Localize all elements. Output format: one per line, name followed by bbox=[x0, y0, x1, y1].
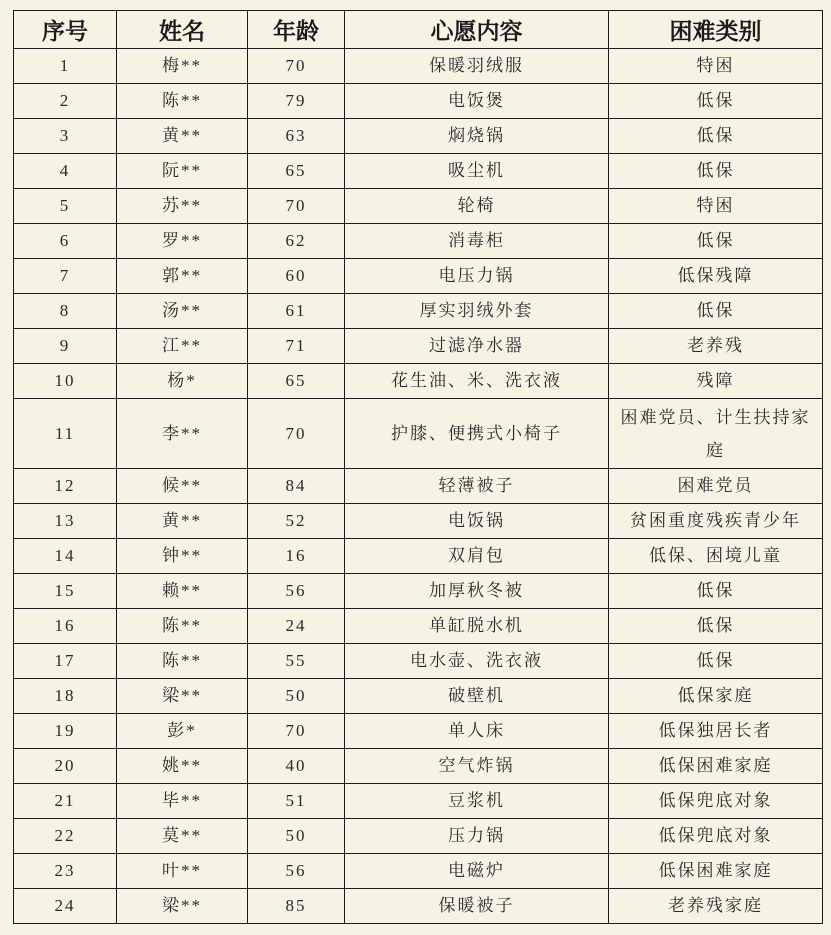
table-row bbox=[14, 749, 823, 784]
cell-name: 苏** bbox=[117, 189, 248, 224]
cell-index: 7 bbox=[14, 259, 117, 294]
cell-wish: 花生油、米、洗衣液 bbox=[345, 364, 609, 399]
table-row bbox=[14, 189, 823, 224]
cell-index: 15 bbox=[14, 574, 117, 609]
cell-age: 24 bbox=[248, 609, 345, 644]
cell-index: 2 bbox=[14, 84, 117, 119]
cell-age: 55 bbox=[248, 644, 345, 679]
cell-wish: 保暖羽绒服 bbox=[345, 49, 609, 84]
cell-category: 低保兜底对象 bbox=[609, 819, 823, 854]
table-row bbox=[14, 49, 823, 84]
cell-name: 叶** bbox=[117, 854, 248, 889]
cell-category: 低保残障 bbox=[609, 259, 823, 294]
cell-wish: 厚实羽绒外套 bbox=[345, 294, 609, 329]
cell-index: 9 bbox=[14, 329, 117, 364]
cell-index: 8 bbox=[14, 294, 117, 329]
cell-wish: 电饭煲 bbox=[345, 84, 609, 119]
header-name: 姓名 bbox=[117, 11, 248, 49]
cell-wish: 焖烧锅 bbox=[345, 119, 609, 154]
table-row bbox=[14, 819, 823, 854]
cell-category: 困难党员、计生扶持家庭 bbox=[609, 399, 823, 469]
cell-age: 16 bbox=[248, 539, 345, 574]
cell-index: 6 bbox=[14, 224, 117, 259]
cell-age: 62 bbox=[248, 224, 345, 259]
cell-wish: 破壁机 bbox=[345, 679, 609, 714]
cell-name: 黄** bbox=[117, 119, 248, 154]
table-row bbox=[14, 119, 823, 154]
cell-wish: 电饭锅 bbox=[345, 504, 609, 539]
cell-index: 18 bbox=[14, 679, 117, 714]
cell-category: 低保 bbox=[609, 294, 823, 329]
table-row bbox=[14, 504, 823, 539]
cell-age: 65 bbox=[248, 154, 345, 189]
cell-age: 63 bbox=[248, 119, 345, 154]
cell-age: 70 bbox=[248, 189, 345, 224]
cell-name: 梁** bbox=[117, 679, 248, 714]
cell-name: 江** bbox=[117, 329, 248, 364]
cell-wish: 压力锅 bbox=[345, 819, 609, 854]
cell-name: 梅** bbox=[117, 49, 248, 84]
table-row bbox=[14, 224, 823, 259]
cell-category: 特困 bbox=[609, 189, 823, 224]
table-row bbox=[14, 329, 823, 364]
cell-index: 19 bbox=[14, 714, 117, 749]
cell-category: 低保 bbox=[609, 154, 823, 189]
table-row bbox=[14, 854, 823, 889]
table-row bbox=[14, 539, 823, 574]
cell-wish: 豆浆机 bbox=[345, 784, 609, 819]
cell-name: 杨* bbox=[117, 364, 248, 399]
cell-name: 候** bbox=[117, 469, 248, 504]
cell-name: 莫** bbox=[117, 819, 248, 854]
cell-category: 困难党员 bbox=[609, 469, 823, 504]
cell-index: 1 bbox=[14, 49, 117, 84]
table-row bbox=[14, 784, 823, 819]
cell-age: 40 bbox=[248, 749, 345, 784]
cell-category: 老养残 bbox=[609, 329, 823, 364]
cell-category: 低保困难家庭 bbox=[609, 749, 823, 784]
cell-name: 阮** bbox=[117, 154, 248, 189]
cell-index: 5 bbox=[14, 189, 117, 224]
cell-wish: 过滤净水器 bbox=[345, 329, 609, 364]
table-row bbox=[14, 609, 823, 644]
cell-name: 毕** bbox=[117, 784, 248, 819]
cell-age: 56 bbox=[248, 854, 345, 889]
cell-index: 3 bbox=[14, 119, 117, 154]
cell-wish: 空气炸锅 bbox=[345, 749, 609, 784]
table-row bbox=[14, 679, 823, 714]
cell-category: 低保 bbox=[609, 224, 823, 259]
table-row bbox=[14, 574, 823, 609]
cell-wish: 吸尘机 bbox=[345, 154, 609, 189]
cell-age: 85 bbox=[248, 889, 345, 924]
cell-index: 13 bbox=[14, 504, 117, 539]
cell-category: 低保 bbox=[609, 119, 823, 154]
cell-category: 低保 bbox=[609, 644, 823, 679]
cell-wish: 护膝、便携式小椅子 bbox=[345, 399, 609, 469]
cell-category: 低保 bbox=[609, 574, 823, 609]
cell-wish: 保暖被子 bbox=[345, 889, 609, 924]
table-row bbox=[14, 399, 823, 469]
cell-index: 24 bbox=[14, 889, 117, 924]
cell-name: 黄** bbox=[117, 504, 248, 539]
cell-index: 20 bbox=[14, 749, 117, 784]
table-row bbox=[14, 154, 823, 189]
cell-age: 60 bbox=[248, 259, 345, 294]
cell-age: 79 bbox=[248, 84, 345, 119]
cell-age: 56 bbox=[248, 574, 345, 609]
cell-wish: 消毒柜 bbox=[345, 224, 609, 259]
cell-name: 彭* bbox=[117, 714, 248, 749]
cell-index: 16 bbox=[14, 609, 117, 644]
cell-wish: 电压力锅 bbox=[345, 259, 609, 294]
cell-name: 陈** bbox=[117, 84, 248, 119]
cell-age: 50 bbox=[248, 679, 345, 714]
cell-category: 低保、困境儿童 bbox=[609, 539, 823, 574]
header-age: 年龄 bbox=[248, 11, 345, 49]
cell-index: 23 bbox=[14, 854, 117, 889]
cell-index: 11 bbox=[14, 399, 117, 469]
header-row bbox=[14, 11, 823, 49]
cell-wish: 电水壶、洗衣液 bbox=[345, 644, 609, 679]
cell-age: 84 bbox=[248, 469, 345, 504]
cell-category: 低保 bbox=[609, 84, 823, 119]
cell-category: 低保独居长者 bbox=[609, 714, 823, 749]
cell-name: 陈** bbox=[117, 644, 248, 679]
cell-name: 陈** bbox=[117, 609, 248, 644]
cell-category: 低保 bbox=[609, 609, 823, 644]
header-index: 序号 bbox=[14, 11, 117, 49]
cell-category: 特困 bbox=[609, 49, 823, 84]
cell-index: 10 bbox=[14, 364, 117, 399]
cell-wish: 单人床 bbox=[345, 714, 609, 749]
cell-index: 22 bbox=[14, 819, 117, 854]
cell-index: 17 bbox=[14, 644, 117, 679]
cell-category: 残障 bbox=[609, 364, 823, 399]
cell-category: 贫困重度残疾青少年 bbox=[609, 504, 823, 539]
cell-category: 低保困难家庭 bbox=[609, 854, 823, 889]
cell-age: 65 bbox=[248, 364, 345, 399]
table-row bbox=[14, 714, 823, 749]
wish-list-table bbox=[13, 10, 823, 924]
cell-index: 14 bbox=[14, 539, 117, 574]
cell-index: 21 bbox=[14, 784, 117, 819]
cell-name: 汤** bbox=[117, 294, 248, 329]
cell-age: 71 bbox=[248, 329, 345, 364]
cell-category: 老养残家庭 bbox=[609, 889, 823, 924]
cell-age: 70 bbox=[248, 49, 345, 84]
cell-age: 70 bbox=[248, 714, 345, 749]
cell-name: 赖** bbox=[117, 574, 248, 609]
table-row bbox=[14, 294, 823, 329]
cell-index: 12 bbox=[14, 469, 117, 504]
table-row bbox=[14, 364, 823, 399]
header-wish: 心愿内容 bbox=[345, 11, 609, 49]
cell-age: 51 bbox=[248, 784, 345, 819]
cell-name: 姚** bbox=[117, 749, 248, 784]
cell-name: 梁** bbox=[117, 889, 248, 924]
cell-wish: 双肩包 bbox=[345, 539, 609, 574]
cell-name: 郭** bbox=[117, 259, 248, 294]
cell-name: 罗** bbox=[117, 224, 248, 259]
cell-wish: 轻薄被子 bbox=[345, 469, 609, 504]
table-row bbox=[14, 889, 823, 924]
cell-age: 52 bbox=[248, 504, 345, 539]
cell-wish: 加厚秋冬被 bbox=[345, 574, 609, 609]
table-row bbox=[14, 84, 823, 119]
cell-name: 钟** bbox=[117, 539, 248, 574]
cell-wish: 单缸脱水机 bbox=[345, 609, 609, 644]
cell-category: 低保兜底对象 bbox=[609, 784, 823, 819]
table-row bbox=[14, 469, 823, 504]
table-row bbox=[14, 644, 823, 679]
header-category: 困难类别 bbox=[609, 11, 823, 49]
cell-age: 50 bbox=[248, 819, 345, 854]
cell-wish: 轮椅 bbox=[345, 189, 609, 224]
cell-name: 李** bbox=[117, 399, 248, 469]
cell-age: 61 bbox=[248, 294, 345, 329]
cell-category: 低保家庭 bbox=[609, 679, 823, 714]
table-row bbox=[14, 259, 823, 294]
cell-index: 4 bbox=[14, 154, 117, 189]
cell-wish: 电磁炉 bbox=[345, 854, 609, 889]
cell-age: 70 bbox=[248, 399, 345, 469]
